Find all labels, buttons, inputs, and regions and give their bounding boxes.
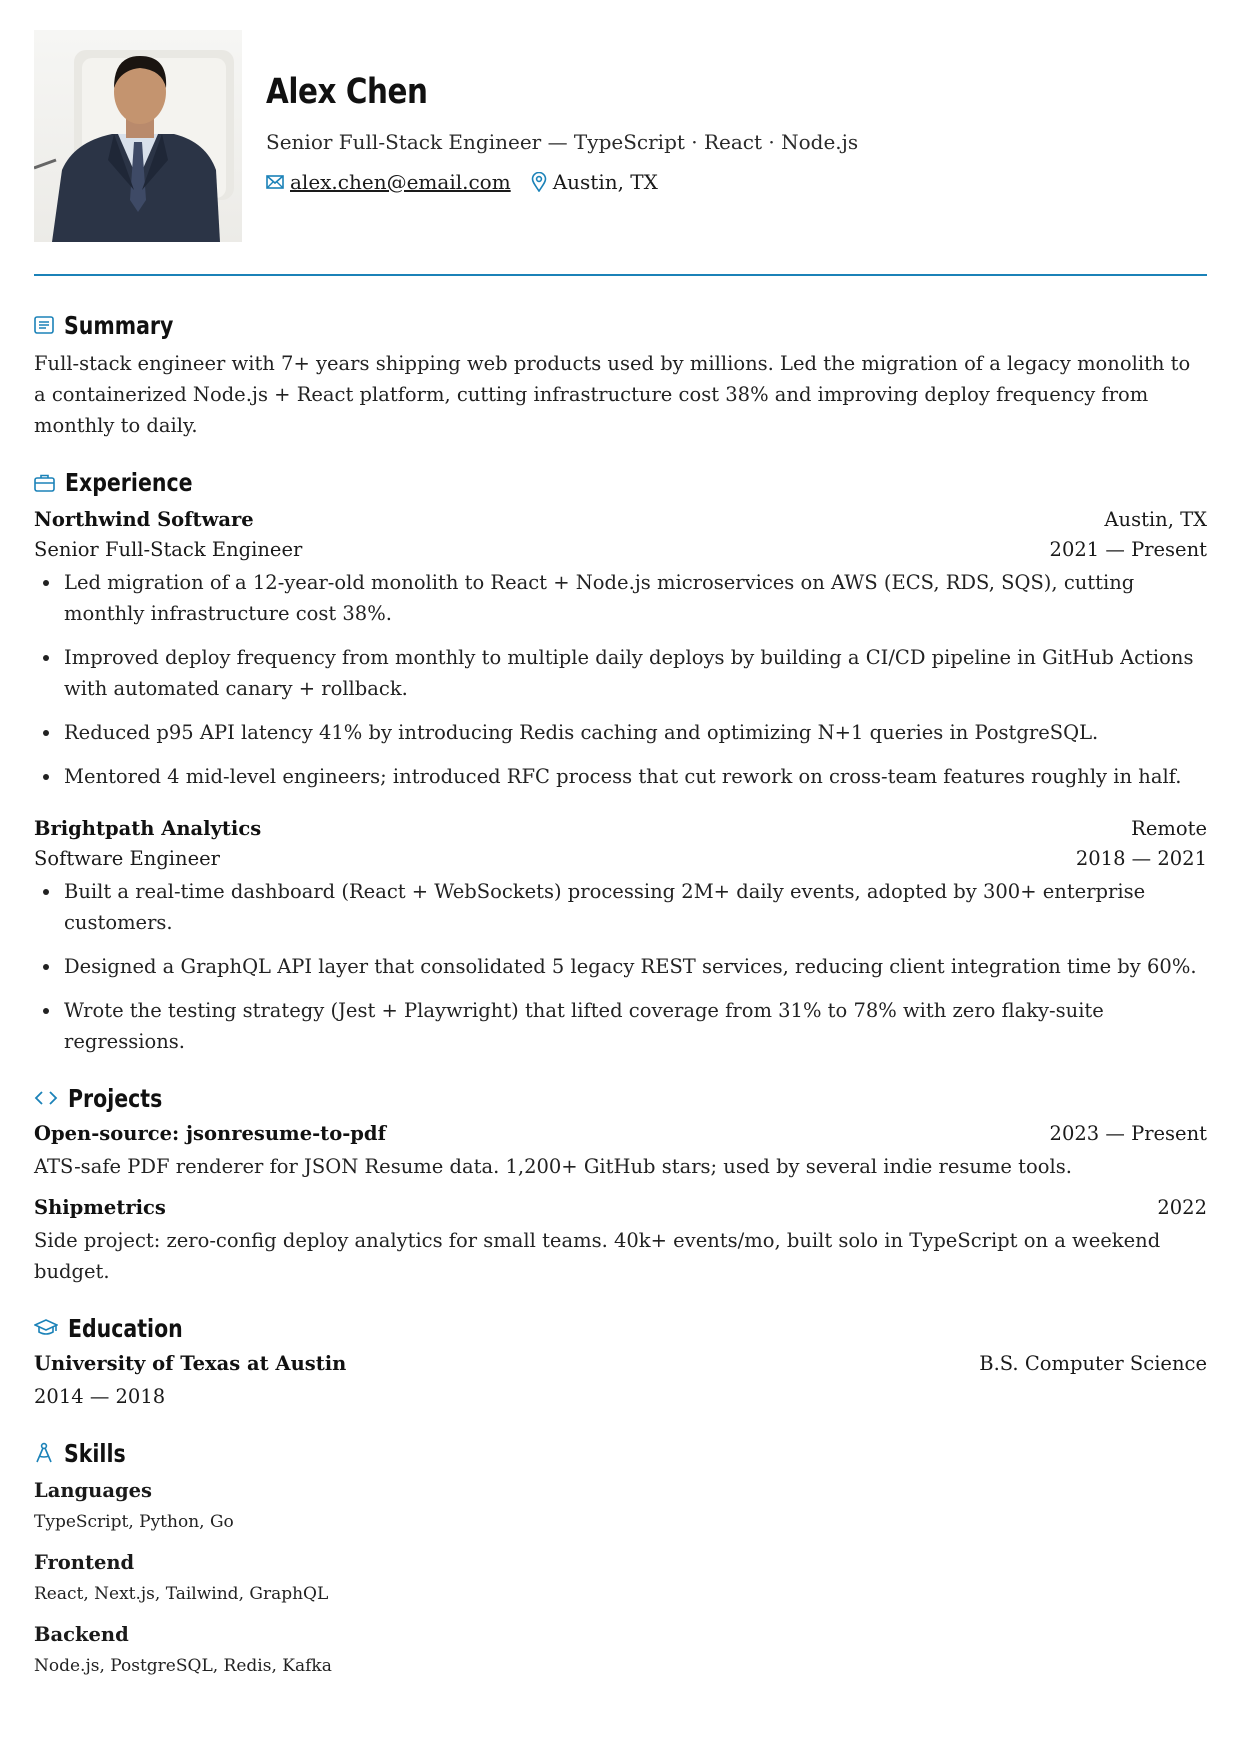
- job-subheader: [34, 535, 1207, 565]
- degree: B.S. Computer Science: [979, 1352, 1207, 1375]
- education-section: [34, 1313, 1207, 1412]
- code-brackets-icon: [34, 1090, 58, 1106]
- skill-label: Backend: [34, 1623, 129, 1646]
- project-header: [34, 1193, 1207, 1223]
- job-entry: [34, 505, 1207, 792]
- summary-section: [34, 310, 1207, 441]
- candidate-name: Alex Chen: [266, 72, 428, 112]
- skill-group: [34, 1548, 1207, 1608]
- skill-group: [34, 1476, 1207, 1536]
- bullet-item: • Built a real-time dashboard (React + WebSockets) processing 2M+ daily events, adopted by 300+ enterprise customers.: [62, 876, 1207, 938]
- section-heading: [34, 310, 1207, 340]
- project-description: Side project: zero-config deploy analytics for small teams. 40k+ events/mo, built solo in TypeScript on a weekend budget.: [34, 1229, 1161, 1283]
- experience-section: [34, 467, 1207, 1057]
- document-lines-icon: [34, 316, 54, 334]
- projects-section: [34, 1083, 1207, 1287]
- job-role: Senior Full-Stack Engineer: [34, 538, 303, 561]
- bullet-item: • Improved deploy frequency from monthly to multiple daily deploys by building a CI/CD pipeline in GitHub Actions with automated canary + rollback.: [62, 642, 1207, 704]
- section-title: Skills: [64, 1438, 126, 1468]
- job-bullets: [34, 876, 1207, 1057]
- project-dates: 2022: [1157, 1196, 1207, 1219]
- section-heading: [34, 1313, 1207, 1343]
- skill-label: Languages: [34, 1479, 152, 1502]
- summary-text: Full-stack engineer with 7+ years shipping web products used by millions. Led the migration of a legacy monolith to a containerized Node.js + React platform, cutting infrastructure cost 38% and improving deploy frequency from monthly to daily.: [34, 352, 1191, 437]
- section-heading: [34, 1083, 1207, 1113]
- job-location: Remote: [1131, 817, 1207, 840]
- job-location: Austin, TX: [1104, 508, 1207, 531]
- project-name: Shipmetrics: [34, 1196, 166, 1219]
- bullet-item: • Mentored 4 mid-level engineers; introduced RFC process that cut rework on cross-team features roughly in half.: [62, 761, 1207, 792]
- job-dates: 2021 — Present: [1049, 538, 1207, 561]
- project-entry: [34, 1119, 1207, 1182]
- job-role: Software Engineer: [34, 847, 221, 870]
- contact-email: [266, 170, 511, 194]
- education-header: [34, 1349, 1207, 1379]
- education-dates-row: [34, 1382, 1207, 1412]
- candidate-headline: Senior Full-Stack Engineer — TypeScript · React · Node.js: [266, 130, 859, 154]
- envelope-icon: [266, 175, 284, 189]
- project-header: [34, 1119, 1207, 1149]
- project-description: ATS-safe PDF renderer for JSON Resume data. 1,200+ GitHub stars; used by several indie resume tools.: [34, 1155, 1072, 1178]
- bullet-item: • Reduced p95 API latency 41% by introducing Redis caching and optimizing N+1 queries in PostgreSQL.: [62, 717, 1207, 748]
- bullet-item: • Wrote the testing strategy (Jest + Playwright) that lifted coverage from 31% to 78% with zero flaky-suite regressions.: [62, 995, 1207, 1057]
- location-text: Austin, TX: [552, 170, 658, 194]
- skills-section: [34, 1438, 1207, 1680]
- section-heading: [34, 467, 1207, 497]
- job-header: [34, 814, 1207, 844]
- job-entry: [34, 814, 1207, 1057]
- project-name: Open-source: jsonresume-to-pdf: [34, 1122, 386, 1145]
- job-bullets: [34, 567, 1207, 792]
- email-link[interactable]: alex.chen@email.com: [290, 170, 511, 194]
- skill-label: Frontend: [34, 1551, 135, 1574]
- school-name: University of Texas at Austin: [34, 1352, 347, 1375]
- section-title: Education: [68, 1313, 183, 1343]
- section-title: Projects: [68, 1083, 163, 1113]
- education-dates: 2014 — 2018: [34, 1385, 166, 1408]
- header-divider: [34, 274, 1207, 276]
- bullet-item: • Led migration of a 12-year-old monolith to React + Node.js microservices on AWS (ECS, RDS, SQS), cutting monthly infrastructure cost 38%.: [62, 567, 1207, 629]
- briefcase-icon: [34, 473, 55, 492]
- profile-photo: [34, 30, 242, 242]
- skill-group: [34, 1620, 1207, 1680]
- job-dates: 2018 — 2021: [1075, 847, 1207, 870]
- skill-items: React, Next.js, Tailwind, GraphQL: [34, 1584, 329, 1604]
- contact-info: [266, 170, 658, 194]
- graduation-cap-icon: [34, 1318, 58, 1338]
- company-name: Northwind Software: [34, 508, 254, 531]
- section-heading: [34, 1438, 1207, 1468]
- map-pin-icon: [531, 172, 547, 192]
- job-header: [34, 505, 1207, 535]
- compass-tool-icon: [34, 1442, 54, 1464]
- bullet-item: • Designed a GraphQL API layer that consolidated 5 legacy REST services, reducing client integration time by 60%.: [62, 951, 1207, 982]
- job-subheader: [34, 844, 1207, 874]
- skill-items: TypeScript, Python, Go: [34, 1512, 234, 1532]
- project-entry: [34, 1193, 1207, 1287]
- project-dates: 2023 — Present: [1049, 1122, 1207, 1145]
- section-title: Summary: [64, 310, 174, 340]
- contact-location: [531, 170, 658, 194]
- section-title: Experience: [65, 467, 193, 497]
- skill-items: Node.js, PostgreSQL, Redis, Kafka: [34, 1656, 332, 1676]
- resume-header: [34, 0, 1207, 276]
- company-name: Brightpath Analytics: [34, 817, 262, 840]
